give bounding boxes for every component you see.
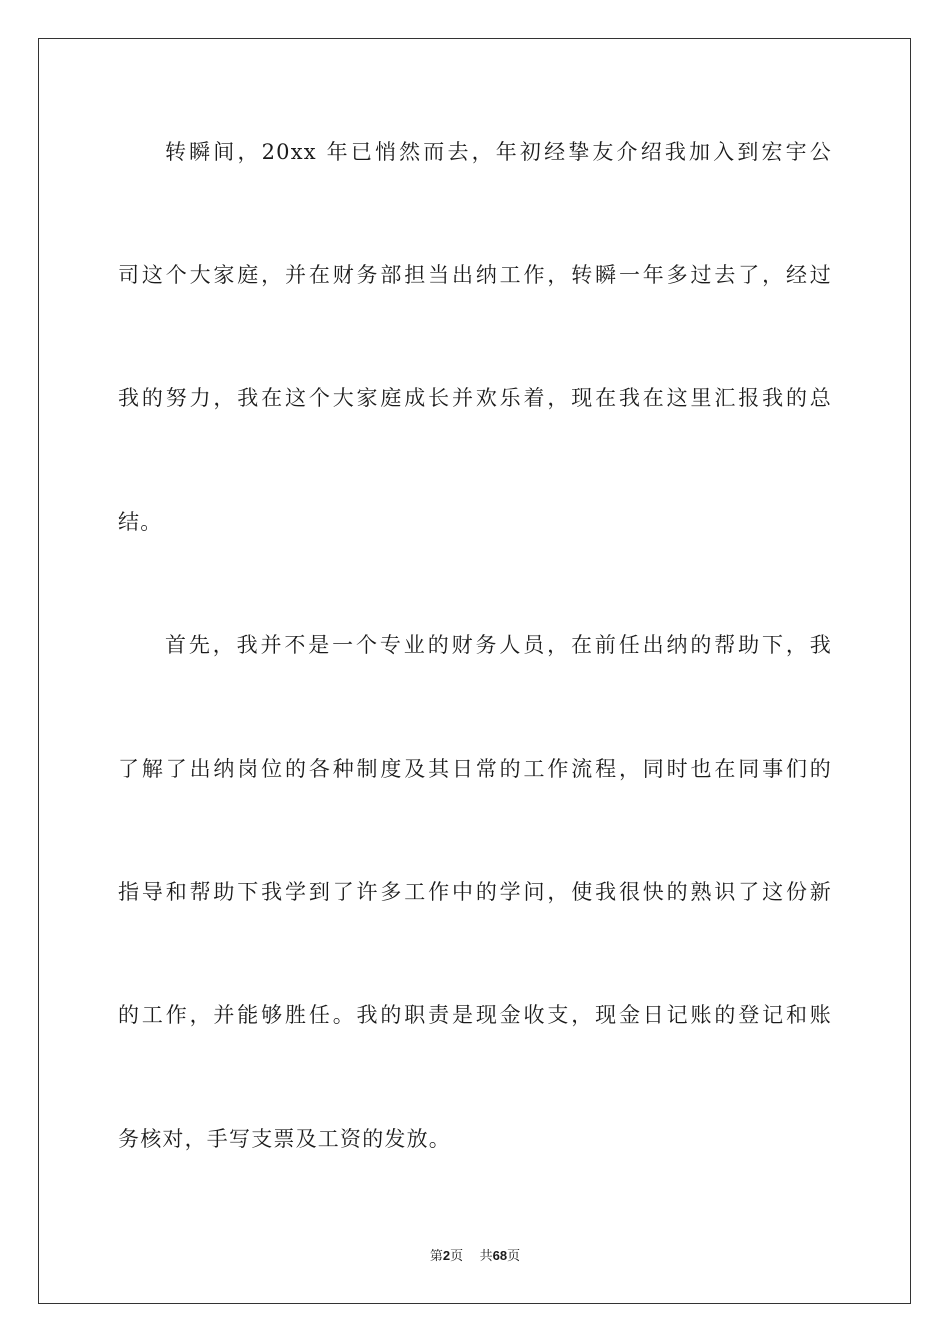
- page-suffix: 页: [450, 1249, 464, 1264]
- text-line: 转瞬间，20xx 年已悄然而去，年初经挚友介绍我加入到宏宇公: [165, 140, 832, 164]
- page-footer: [0, 1247, 950, 1266]
- page-border: [38, 38, 911, 1304]
- total-pages: 68: [492, 1248, 508, 1263]
- text-line: 了解了出纳岗位的各种制度及其日常的工作流程，同时也在同事们的: [118, 757, 832, 781]
- text-line: 首先，我并不是一个专业的财务人员，在前任出纳的帮助下，我: [165, 633, 832, 657]
- text-line: 我的努力，我在这个大家庭成长并欢乐着，现在我在这里汇报我的总: [118, 386, 832, 410]
- text-line: 务核对，手写支票及工资的发放。: [118, 1127, 451, 1151]
- text-line: 司这个大家庭，并在财务部担当出纳工作，转瞬一年多过去了，经过: [118, 263, 832, 287]
- page-prefix: 第: [429, 1249, 443, 1264]
- total-suffix: 页: [507, 1249, 521, 1264]
- total-prefix: 共: [479, 1249, 493, 1264]
- text-line: 结。: [118, 510, 163, 534]
- page-number: 2: [442, 1248, 451, 1263]
- text-line: 指导和帮助下我学到了许多工作中的学问，使我很快的熟识了这份新: [118, 880, 832, 904]
- text-line: 的工作，并能够胜任。我的职责是现金收支，现金日记账的登记和账: [118, 1003, 832, 1027]
